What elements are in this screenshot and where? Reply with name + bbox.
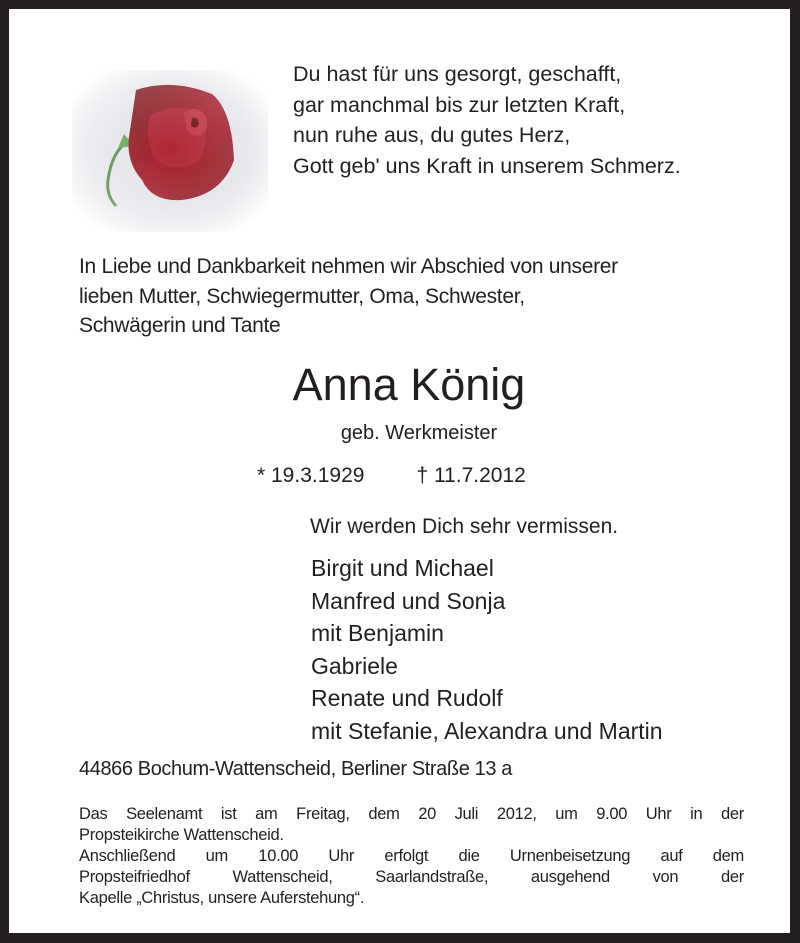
service-line: Das Seelenamt ist am Freitag, dem 20 Juli 2012, um 9.00 Uhr in der [79, 805, 744, 823]
service-line: Anschließend um 10.00 Uhr erfolgt die Urnenbeisetzung auf dem [79, 847, 744, 865]
intro-line: lieben Mutter, Schwiegermutter, Oma, Schwester, [79, 284, 525, 308]
farewell-text: Wir werden Dich sehr vermissen. [310, 515, 619, 538]
service-line: Kapelle „Christus, unsere Auferstehung“. [79, 889, 365, 907]
family-list [311, 552, 663, 747]
service-line: Propsteikirche Wattenscheid. [79, 826, 284, 844]
poem [293, 59, 681, 181]
service-line: Propsteifriedhof Wattenscheid, Saarlandstraße, ausgehend von der [79, 868, 744, 886]
intro-text [79, 252, 618, 341]
poem-line: Du hast für uns gesorgt, geschafft, [293, 62, 622, 86]
poem-line: gar manchmal bis zur letzten Kraft, [293, 92, 626, 117]
intro-line: Schwägerin und Tante [79, 314, 281, 337]
family-member: Birgit und Michael [311, 555, 494, 581]
rose-icon [72, 70, 268, 232]
address: 44866 Bochum-Wattenscheid, Berliner Straße 13 a [79, 758, 512, 780]
family-member: mit Stefanie, Alexandra und Martin [311, 717, 663, 744]
birth-date: * 19.3.1929 [257, 464, 365, 487]
rose-image [72, 70, 268, 232]
obituary-notice [9, 9, 790, 933]
maiden-name: geb. Werkmeister [340, 422, 498, 444]
death-date: † 11.7.2012 [416, 464, 526, 487]
family-member: Gabriele [311, 652, 398, 679]
poem-line: nun ruhe aus, du gutes Herz, [293, 123, 571, 147]
poem-line: Gott geb' uns Kraft in unserem Schmerz. [293, 153, 681, 178]
intro-line: In Liebe und Dankbarkeit nehmen wir Abschied von unserer [79, 255, 618, 278]
service-details [79, 804, 744, 909]
family-member: Manfred und Sonja [311, 587, 506, 614]
family-member: Renate und Rudolf [311, 685, 503, 711]
family-member: mit Benjamin [311, 620, 444, 646]
life-dates [257, 461, 526, 491]
deceased-name: Anna König [292, 359, 526, 410]
